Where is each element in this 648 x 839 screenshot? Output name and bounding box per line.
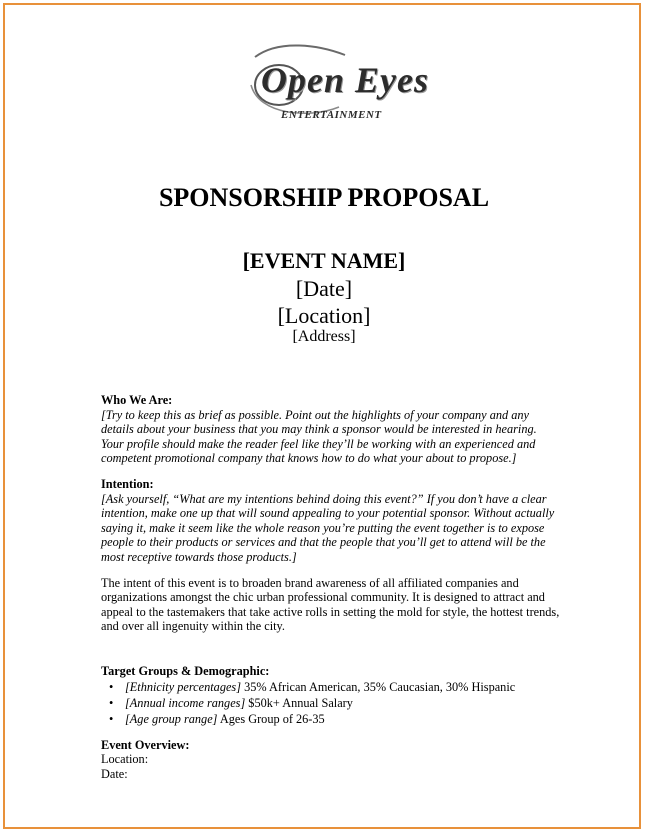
demographic-list (101, 679, 561, 727)
event-name-placeholder: [EVENT NAME] (242, 248, 406, 273)
item-value: 35% African American, 35% Caucasian, 30% Hispanic (241, 679, 516, 694)
event-overview-heading: Event Overview: (101, 737, 190, 752)
item-value: $50k+ Annual Salary (245, 695, 353, 710)
who-we-are-text: [Try to keep this as brief as possible. Point out the highlights of your company and any details about your business that you may think a sponsor would be interested in hearing. Your profile should make the reader feel like they’ll be working with an experienced and competent promotional company that knows how to do what your about to propose.] (101, 407, 537, 466)
list-item (101, 679, 561, 695)
who-we-are-heading: Who We Are: (101, 393, 173, 407)
logo-wordmark: Open Eyes (261, 60, 429, 100)
address-placeholder: [Address] (292, 328, 356, 345)
logo-subtitle: ENTERTAINMENT (281, 109, 382, 121)
item-label: [Ethnicity percentages] (125, 679, 241, 694)
document-page (3, 3, 641, 829)
bullet-icon: • (109, 695, 114, 710)
proposal-body (101, 393, 561, 781)
overview-location-label: Location: (101, 752, 149, 767)
company-logo (249, 45, 429, 137)
intention-instructions: [Ask yourself, “What are my intentions behind doing this event?” If you don’t have a clear intention, make one up that will sound appealing to your potential sponsor. Without actually saying it, make it seem like the whole reason you’re putting the event together is to expose people to their products or services and that the people that you’ll get to attend will be the most receptive towards those products.] (101, 491, 555, 564)
bullet-icon: • (109, 679, 114, 694)
overview-date-label: Date: (101, 766, 128, 781)
item-value: Ages Group of 26-35 (217, 711, 325, 726)
item-label: [Age group range] (125, 711, 218, 726)
document-title: SPONSORSHIP PROPOSAL (158, 183, 490, 212)
list-item (101, 711, 561, 727)
list-item (101, 695, 561, 711)
intention-paragraph: The intent of this event is to broaden brand awareness of all affiliated companies and organizations amongst the chic urban professional community. It is designed to attract and appeal to the tastemakers that take active rolls in setting the mold for style, the hottest trends, and over all ingenuity within the city. (101, 575, 560, 634)
target-groups-heading: Target Groups & Demographic: (101, 663, 270, 678)
item-label: [Annual income ranges] (125, 695, 246, 710)
intention-heading: Intention: (101, 476, 154, 491)
bullet-icon: • (109, 711, 114, 726)
location-placeholder: [Location] (277, 303, 371, 328)
date-placeholder: [Date] (295, 276, 353, 301)
